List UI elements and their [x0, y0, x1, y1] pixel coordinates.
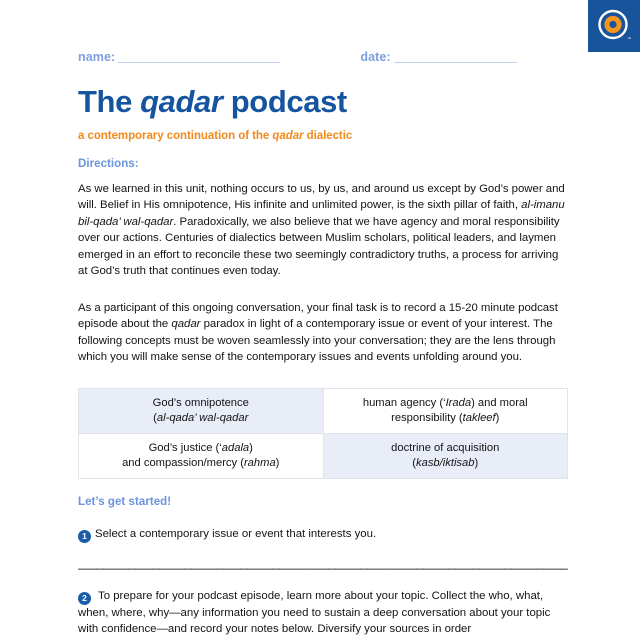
- subtitle-emphasis: qadar: [272, 130, 304, 142]
- step-number-badge-2: 2: [78, 592, 91, 605]
- directions-heading: Directions:: [78, 158, 139, 170]
- title-part-1: The: [78, 84, 141, 119]
- concepts-table: [78, 388, 568, 479]
- cell-line-2-open: (: [153, 412, 157, 424]
- step-1-answer-rule[interactable]: ______________________________________________________________________________: [78, 556, 568, 570]
- paragraph-2-part-2: paradox in light of a contemporary issue or event of your interest. The following concepts must be woven seamlessly into your conversation; they are the lens through which you will make sense of the contemporary issues and events unfolding around you.: [78, 318, 556, 364]
- step-item-1: [78, 526, 570, 543]
- name-label: name:: [78, 50, 116, 64]
- concept-cell-gods-omnipotence: [79, 389, 324, 434]
- title-emphasis: qadar: [140, 84, 223, 119]
- step-text-1: Select a contemporary issue or event that interests you.: [95, 528, 377, 540]
- cell-line-1-close: ): [249, 442, 253, 454]
- subtitle-part-1: a contemporary continuation of the: [78, 130, 273, 142]
- cell-line-2-close: ): [275, 457, 280, 469]
- cell-line-2-close: ): [474, 457, 479, 469]
- get-started-heading: Let’s get started!: [78, 496, 172, 508]
- table-row: [79, 389, 568, 434]
- paragraph-1-emphasis: al-imanu bil-qada’ wal-qadar: [78, 199, 565, 228]
- date-input-rule[interactable]: ___________________: [393, 50, 517, 64]
- cell-line-2-emphasis: al-qada’ wal-qadar: [156, 412, 249, 424]
- name-input-rule[interactable]: _________________________: [118, 50, 280, 64]
- cell-line-2-open: (: [412, 457, 417, 469]
- page-title: [78, 85, 347, 119]
- cell-line-2-emphasis: rahma: [243, 457, 276, 469]
- cell-line-2-emphasis: takleef: [462, 412, 496, 424]
- name-date-row: [78, 50, 570, 64]
- paragraph-1-part-2: . Paradoxically, we also believe that we have agency and moral responsibility over our actions. Centuries of dialectics between Muslim scholars, political leaders, and laymen emerged in an effort to reconcile these two seemingly contradictory truths, a process for arriving at God’s truth that continues even today.: [78, 215, 560, 278]
- brand-logo: [588, 0, 640, 52]
- cell-line-1-close: ) and moral: [471, 397, 528, 409]
- concept-cell-gods-justice: [79, 434, 324, 479]
- cell-line-1: God’s omnipotence: [152, 397, 249, 409]
- title-part-2: podcast: [222, 84, 347, 119]
- table-row: [79, 434, 568, 479]
- q-speech-bubble-logo-icon: [596, 8, 632, 44]
- cell-line-2-open: responsibility (: [391, 412, 463, 424]
- cell-line-2-emphasis: kasb/iktisab: [416, 457, 475, 469]
- date-label: date:: [360, 50, 391, 64]
- cell-line-1-emphasis: Irada: [445, 397, 472, 409]
- step-item-2: [78, 588, 570, 638]
- cell-line-2-open: and compassion/mercy (: [122, 457, 244, 469]
- cell-line-1: doctrine of acquisition: [391, 442, 500, 454]
- subtitle-part-2: dialectic: [303, 130, 353, 142]
- paragraph-2-emphasis: qadar: [171, 318, 201, 331]
- paragraph-1-part-1: As we learned in this unit, nothing occurs to us, by us, and around us except by God’s power and will. Belief in His omnipotence, His infinite and unlimited power, is the sixth pillar of faith,: [78, 183, 565, 212]
- svg-text:™: ™: [627, 36, 631, 41]
- cell-line-1-open: God’s justice (‘: [148, 442, 222, 454]
- concept-cell-human-agency: [323, 389, 568, 434]
- directions-paragraph-1: [78, 181, 570, 279]
- step-number-badge-1: 1: [78, 530, 91, 543]
- concept-cell-doctrine-of-acquisition: [323, 434, 568, 479]
- cell-line-1-open: human agency (‘: [362, 397, 446, 409]
- cell-line-1-emphasis: adala: [221, 442, 250, 454]
- cell-line-2-close: ): [495, 412, 500, 424]
- paragraph-2-part-1: As a participant of this ongoing conversation, your final task is to record a 15-20 minute podcast episode about the: [78, 302, 558, 331]
- step-text-2: To prepare for your podcast episode, learn more about your topic. Collect the who, what, when, where, why—any information you need to sustain a deep conversation about your topic with confidence—and record your notes below. Diversify your sources in order: [78, 590, 551, 636]
- directions-paragraph-2: [78, 300, 570, 366]
- page-subtitle: [78, 130, 352, 142]
